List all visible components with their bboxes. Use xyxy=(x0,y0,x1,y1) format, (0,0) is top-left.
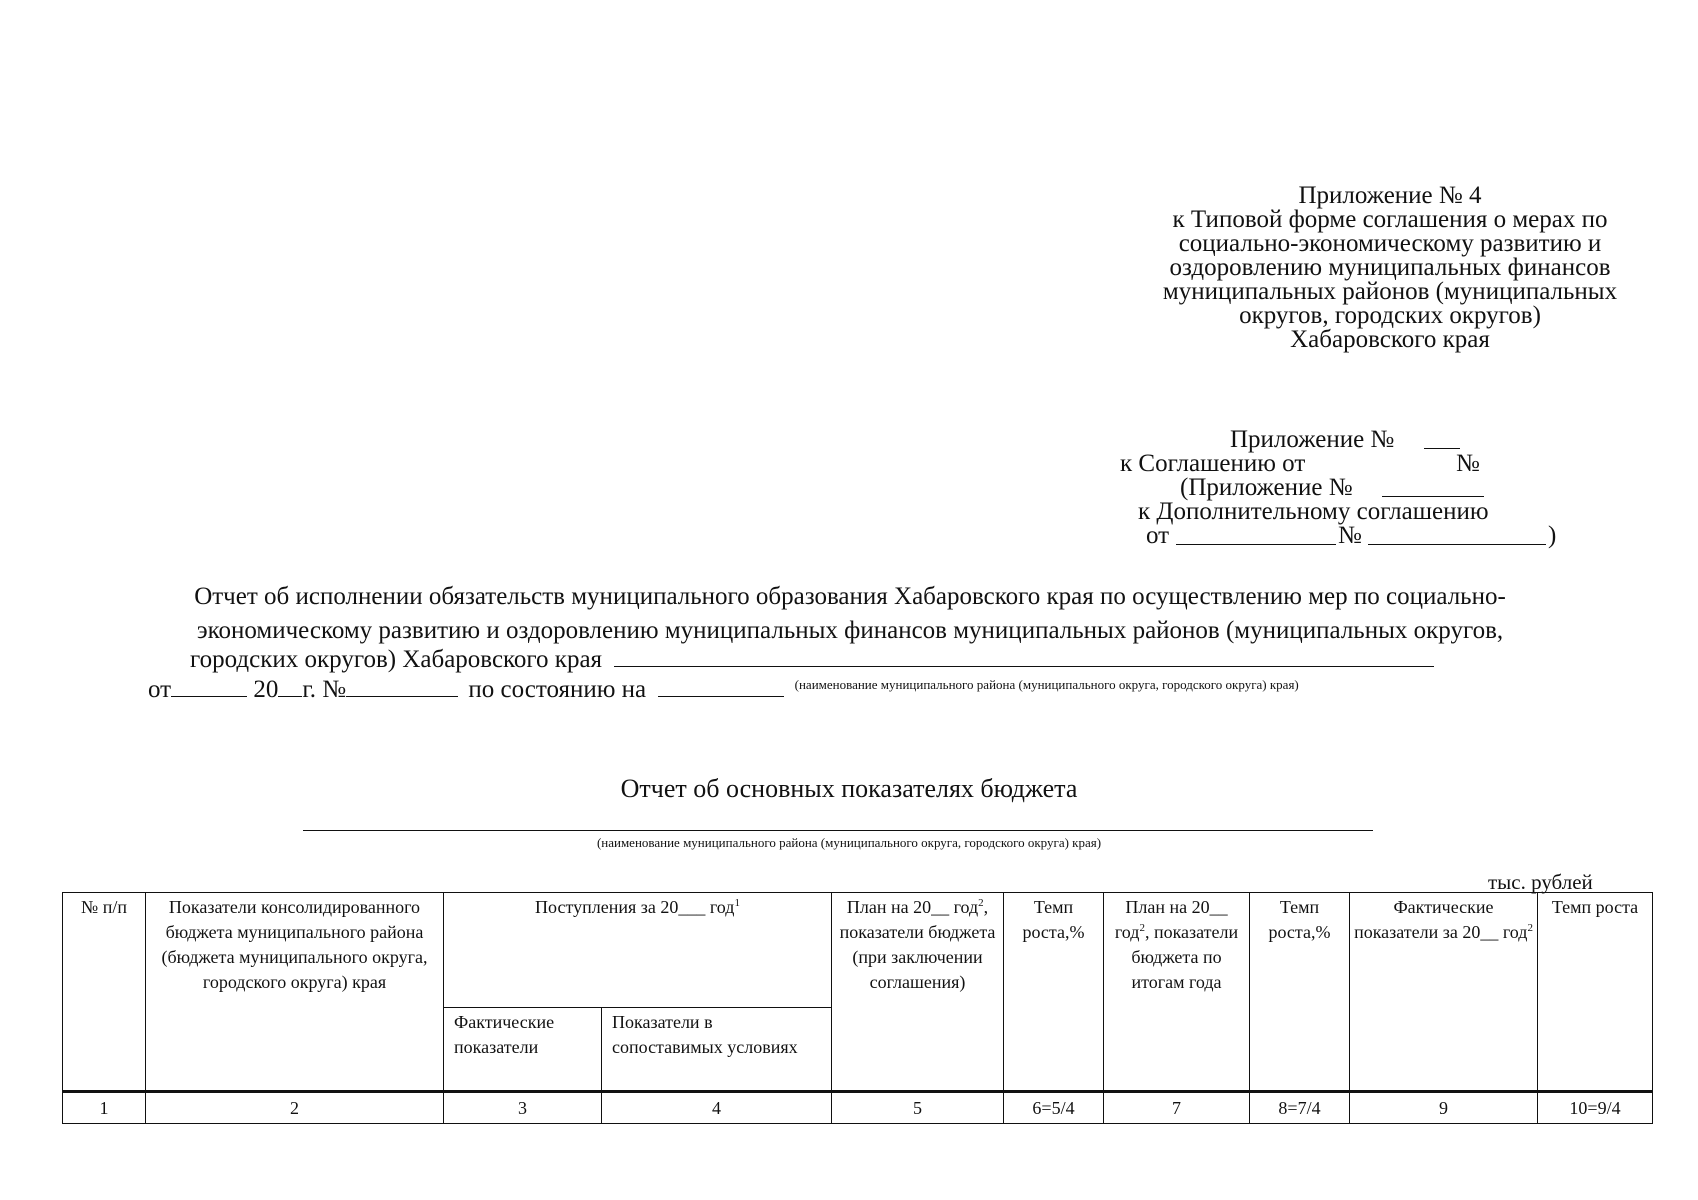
column-number: 2 xyxy=(146,1092,444,1124)
report-year-label: 20 xyxy=(253,676,279,703)
report-region-label: городских округов) Хабаровского края xyxy=(190,646,603,673)
appendix-number-row xyxy=(1120,428,1580,452)
agreement-appendix-block xyxy=(1120,428,1580,548)
column-number: 1 xyxy=(63,1092,146,1124)
table-header-row xyxy=(63,893,1653,1008)
supp-close-paren: ) xyxy=(1548,522,1557,549)
appendix-4-line: Приложение № 4 xyxy=(1298,182,1482,209)
header-indicators: Показатели консолидированного бюджета муниципального района (бюджета муниципального округа, городского округа) края xyxy=(146,893,444,1092)
column-number: 4 xyxy=(602,1092,832,1124)
column-number: 6=5/4 xyxy=(1004,1092,1104,1124)
report-date-blank xyxy=(171,676,247,697)
header-plan-initial-rest: , показатели бюджета (при заключении соглашения) xyxy=(839,897,996,992)
column-number: 7 xyxy=(1104,1092,1250,1124)
section-name-note: (наименование муниципального района (муниципального округа, городского округа) края) xyxy=(596,835,1102,850)
report-title-line3 xyxy=(190,646,1434,674)
header-comparable: Показатели в сопоставимых условиях xyxy=(602,1008,832,1092)
report-asof-label: по состоянию на xyxy=(468,676,647,703)
budget-table xyxy=(62,892,1653,1124)
supp-appendix-blank xyxy=(1382,476,1484,497)
header-row-number: № п/п xyxy=(63,893,146,1092)
supp-agreement-label: к Дополнительному соглашению xyxy=(1138,498,1489,525)
header-plan-initial xyxy=(832,893,1004,1092)
report-year-blank xyxy=(278,676,302,697)
appendix-number-label: Приложение № xyxy=(1230,426,1395,453)
column-number: 5 xyxy=(832,1092,1004,1124)
supp-date-row xyxy=(1120,524,1580,548)
footnote-mark: 1 xyxy=(734,897,740,909)
agreement-number-sign: № xyxy=(1456,450,1480,477)
report-title xyxy=(60,580,1640,648)
report-title-line: Отчет об исполнении обязательств муниципального образования Хабаровского края по осуществлению мер по социально- xyxy=(194,583,1506,610)
supp-number-blank xyxy=(1368,524,1546,545)
header-growth-rate-2: Темп роста,% xyxy=(1250,893,1350,1092)
appendix-number-blank xyxy=(1424,428,1460,449)
supp-from-label: от xyxy=(1146,522,1170,549)
footnote-mark: 2 xyxy=(1139,922,1145,934)
report-title-line: экономическому развитию и оздоровлению муниципальных финансов муниципальных районов (муниципальных округов, xyxy=(196,617,1504,644)
header-plan-initial-text: План на 20__ год xyxy=(846,897,979,917)
report-number-label: г. № xyxy=(302,676,347,703)
header-actual: Фактические показатели xyxy=(444,1008,602,1092)
region-name-note: (наименование муниципального района (муниципального округа, городского округа) края) xyxy=(794,677,1299,692)
header-growth-rate-1: Темп роста,% xyxy=(1004,893,1104,1092)
header-growth-rate-3: Темп роста xyxy=(1538,893,1653,1092)
report-asof-blank xyxy=(658,676,784,697)
supp-agreement-row xyxy=(1120,500,1580,524)
header-actual-year xyxy=(1350,893,1538,1092)
appendix-4-header xyxy=(1120,184,1660,352)
report-number-blank xyxy=(346,676,458,697)
section-name-line xyxy=(303,830,1373,831)
footnote-mark: 2 xyxy=(978,897,984,909)
section-title: Отчет об основных показателях бюджета xyxy=(620,774,1078,803)
supp-appendix-row xyxy=(1120,476,1580,500)
column-number: 9 xyxy=(1350,1092,1538,1124)
agreement-date-row xyxy=(1120,452,1580,476)
supp-date-blank xyxy=(1176,524,1336,545)
region-name-blank xyxy=(614,646,1434,667)
supp-number-sign: № xyxy=(1338,522,1362,549)
appendix-4-line: муниципальных районов (муниципальных xyxy=(1162,278,1618,305)
footnote-mark: 2 xyxy=(1527,922,1533,934)
column-number: 10=9/4 xyxy=(1538,1092,1653,1124)
header-receipts-text: Поступления за 20___ год xyxy=(535,897,735,917)
agreement-from-label: к Соглашению от xyxy=(1120,450,1306,477)
appendix-4-line: к Типовой форме соглашения о мерах по xyxy=(1172,206,1608,233)
appendix-4-line: социально-экономическому развитию и xyxy=(1178,230,1602,257)
report-title-line4 xyxy=(148,676,1299,704)
header-plan-final-text: План на 20__ год xyxy=(1114,897,1228,942)
column-number-row xyxy=(63,1092,1653,1124)
header-plan-final-rest: , показатели бюджета по итогам года xyxy=(1131,922,1239,992)
column-number: 3 xyxy=(444,1092,602,1124)
report-from-label: от xyxy=(148,676,172,703)
header-plan-final xyxy=(1104,893,1250,1092)
header-actual-year-text: Фактические показатели за 20__ год xyxy=(1354,897,1528,942)
appendix-4-line: округов, городских округов) xyxy=(1239,302,1541,329)
header-receipts xyxy=(444,893,832,1008)
units-label: тыс. рублей xyxy=(1488,870,1593,894)
appendix-4-line: Хабаровского края xyxy=(1290,326,1490,353)
appendix-4-line: оздоровлению муниципальных финансов xyxy=(1169,254,1611,281)
supp-appendix-label: (Приложение № xyxy=(1180,474,1353,501)
column-number: 8=7/4 xyxy=(1250,1092,1350,1124)
